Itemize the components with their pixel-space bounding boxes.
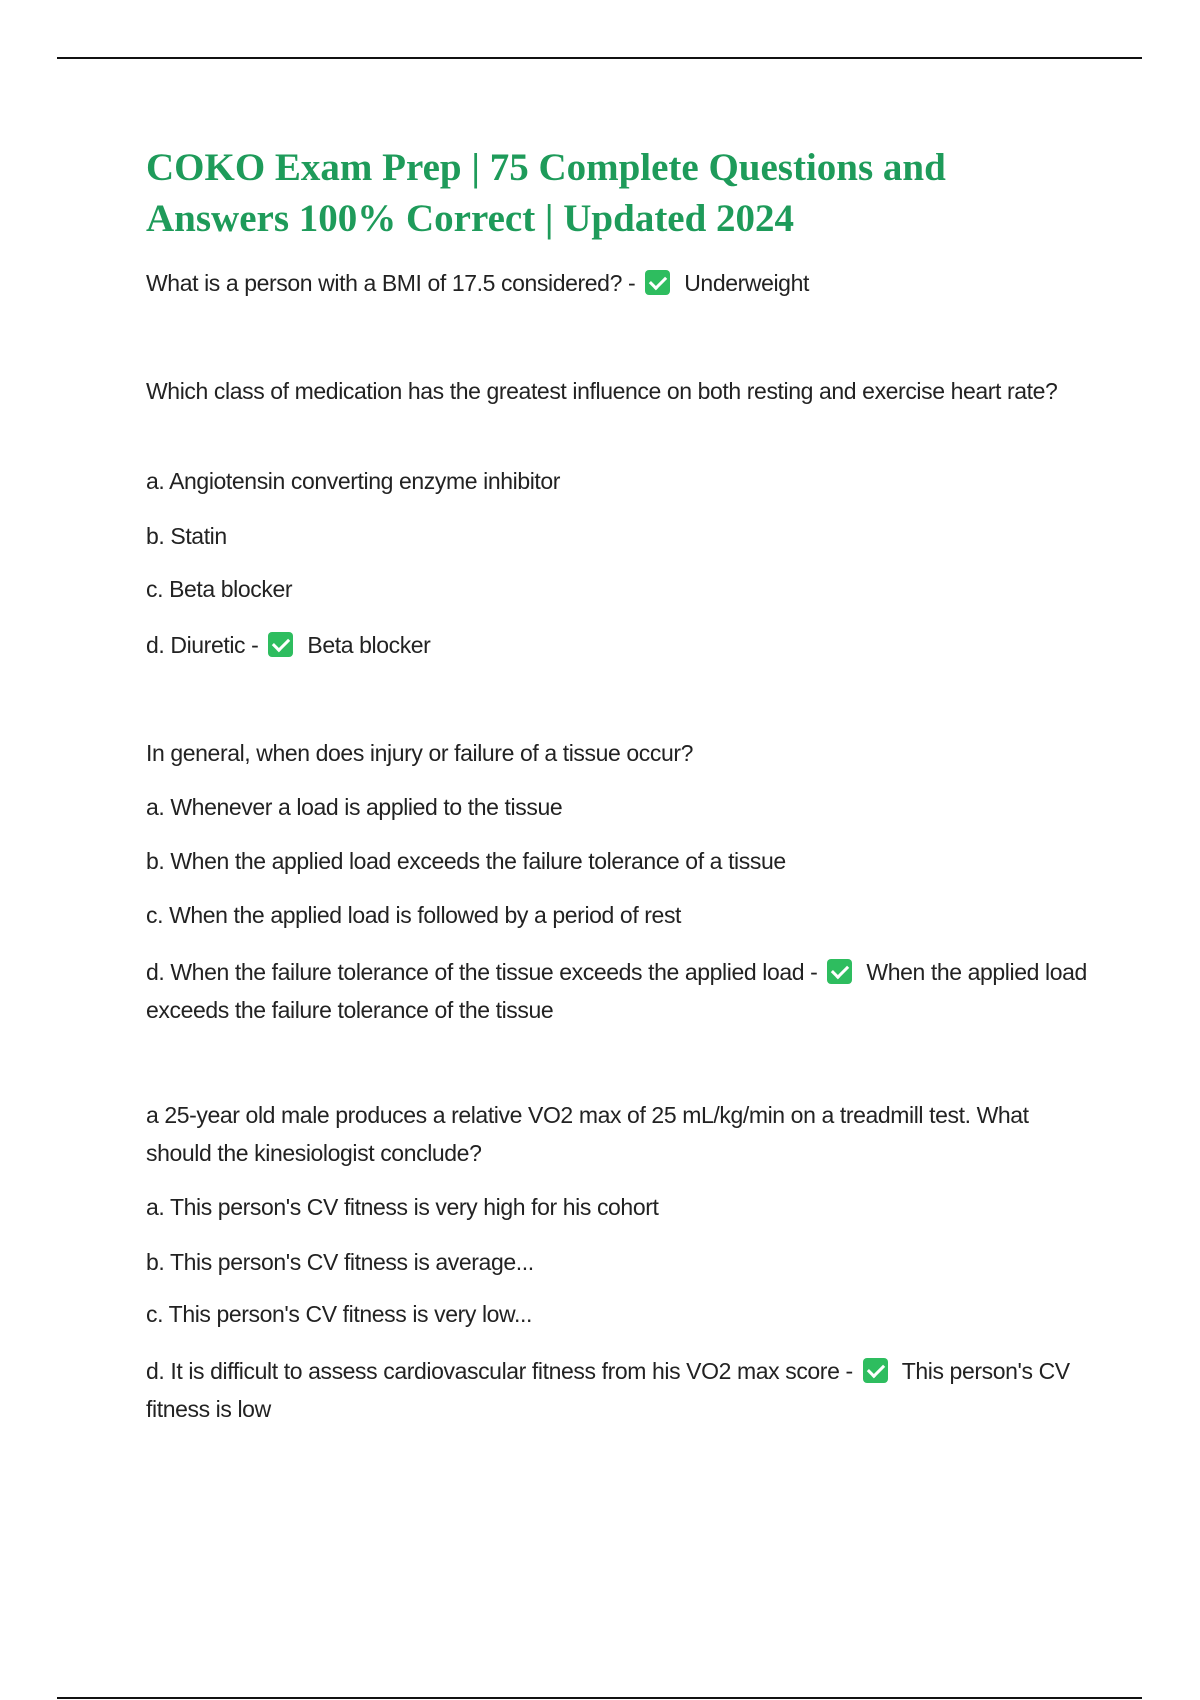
option-with-answer (146, 1352, 1091, 1428)
answer-text: Underweight (684, 270, 809, 296)
question-3: In general, when does injury or failure of a tissue occur? (146, 740, 694, 766)
option: d. When the failure tolerance of the tissue exceeds the applied load - (146, 959, 818, 985)
answer-text: This person's CV fitness is low (146, 1358, 1070, 1422)
option: c. Beta blocker (146, 576, 293, 602)
answer-text: When the applied load exceeds the failure tolerance of the tissue (146, 959, 1087, 1023)
option: d. Diuretic - (146, 632, 259, 658)
document-title: COKO Exam Prep | 75 Complete Questions and Answers 100% Correct | Updated 2024 (146, 146, 946, 240)
option-with-answer (146, 626, 1091, 664)
check-box-icon (863, 1358, 888, 1383)
option: d. It is difficult to assess cardiovascular fitness from his VO2 max score - (146, 1358, 853, 1384)
option: a. Whenever a load is applied to the tissue (146, 794, 563, 820)
option: a. Angiotensin converting enzyme inhibitor (146, 468, 561, 494)
option: c. When the applied load is followed by a period of rest (146, 902, 682, 928)
option: c. This person's CV fitness is very low... (146, 1301, 532, 1327)
option-with-answer (146, 953, 1091, 1029)
question-4: a 25-year old male produces a relative VO2 max of 25 mL/kg/min on a treadmill test. What should the kinesiologist conclude? (146, 1102, 1029, 1166)
question-text: What is a person with a BMI of 17.5 considered? - (146, 270, 636, 296)
top-rule (57, 57, 1142, 59)
option: b. Statin (146, 523, 227, 549)
check-box-icon (645, 270, 670, 295)
bottom-rule (57, 1697, 1142, 1699)
question-1 (146, 264, 1091, 302)
check-box-icon (268, 632, 293, 657)
answer-text: Beta blocker (307, 632, 431, 658)
check-box-icon (827, 959, 852, 984)
question-2: Which class of medication has the greatest influence on both resting and exercise heart rate? (146, 378, 1058, 404)
option: b. When the applied load exceeds the failure tolerance of a tissue (146, 848, 786, 874)
option: b. This person's CV fitness is average... (146, 1249, 534, 1275)
option: a. This person's CV fitness is very high for his cohort (146, 1194, 659, 1220)
